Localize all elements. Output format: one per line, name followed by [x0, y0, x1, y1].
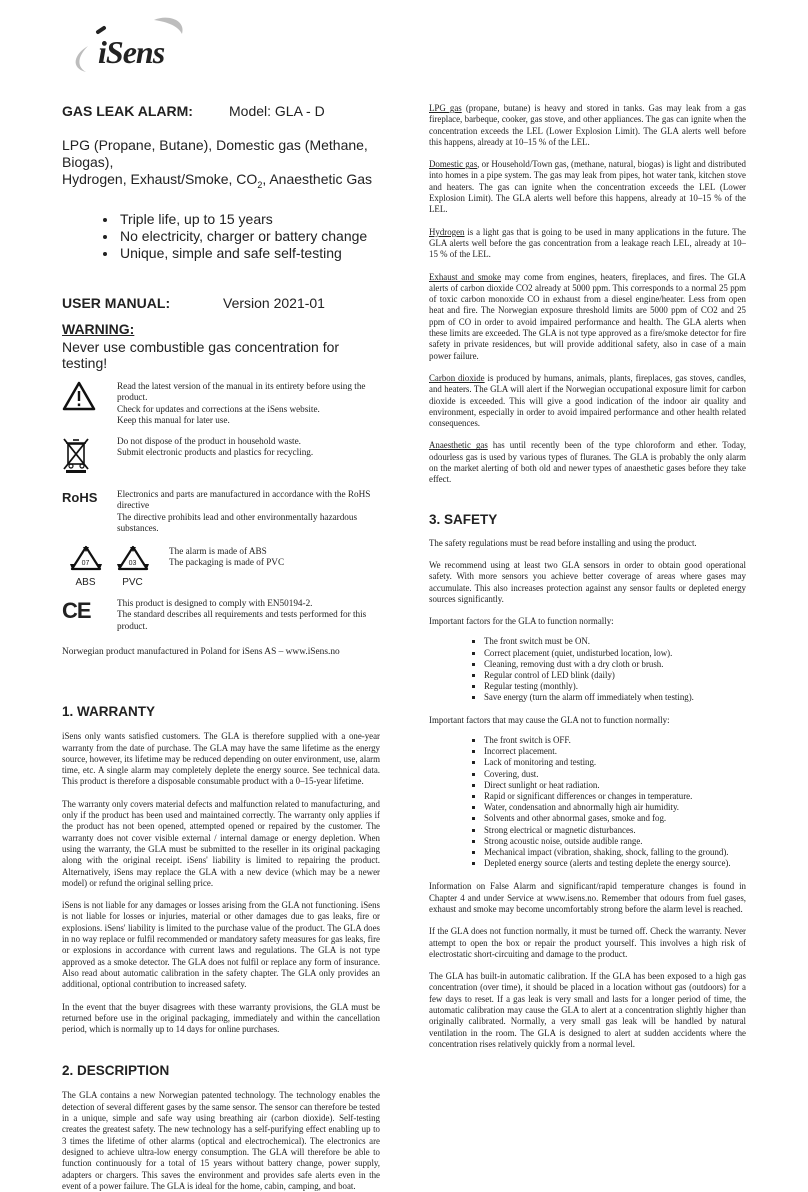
warranty-title: 1. WARRANTY [62, 704, 156, 720]
gas-types-line2: Hydrogen, Exhaust/Smoke, $CO_2$, Anaesthetic Gas [62, 171, 373, 190]
notice-disposal [62, 436, 380, 479]
hydrogen-paragraph: Hydrogen is a light gas that is going to be used in many applications in the future. The GLA alerts well before the gas concentration from a leakage reach LEL, already at 10–15 % of the LEL. [429, 226, 746, 260]
recycle-pvc-icon [109, 544, 156, 588]
notice-disposal-text: Do not dispose of the product in household waste. Submit electronic products and plastics for recycling. [117, 435, 314, 458]
manual-header [62, 295, 380, 311]
list-item: ▪ Correct placement (quiet, undisturbed location, low). [484, 648, 746, 659]
notice-materials-text: The alarm is made of ABS The packaging is made of PVC [169, 545, 285, 568]
domestic-paragraph: Domestic gas, or Household/Town gas, (methane, natural, biogas) is light and distributed into homes in a pipe system. The gas may leak from pipes, hot water tank, kitchen stove and heaters. The gas can ignite when the concentration exceeds the LEL (Lower Explosion Limit). The GLA alerts well before this happens, already at 10–15 % of the LEL. [429, 159, 746, 215]
normal-factors-list [429, 636, 746, 703]
abnormal-factors-intro: Important factors that may cause the GLA not to function normally: [429, 714, 670, 725]
lpg-term: LPG gas [429, 103, 462, 113]
recycle-label-pvc: PVC [122, 576, 143, 588]
safety-paragraph: If the GLA does not function normally, it must be turned off. Check the warranty. Never attempt to open the box or repair the product yourself. This involves a high risk of electrostatic short-circuiting and damage to the product. [429, 926, 746, 959]
warranty-paragraph: iSens is not liable for any damages or losses arising from the GLA not functioning. iSens is not liable for losses or injuries, material or other damages due to gas leaks, fire or explosions. iSens' liability is limited to the purchase value of the product. The GLA does in no way replace or fulfil recommended or mandatory safety measures for gas leaks, fire or explosions in accordance with current laws and regulations. The GLA is not type approved as a smoke detector. The GLA does not fulfil or replace any form of insurance. Also read about automatic calibration in the safety chapter. The GLA only provides an additional, optional contribution to increased safety. [62, 900, 380, 990]
list-item: ▪ Regular control of LED blink (daily) [484, 670, 746, 681]
list-item: ▪ Save energy (turn the alarm off immediately when testing). [484, 692, 746, 703]
notice-read-manual [62, 381, 380, 427]
product-header [62, 103, 380, 119]
warning-triangle-icon [62, 381, 117, 416]
warranty-paragraph: The warranty only covers material defects and malfunction related to manufacturing, and only if the product has been used and maintained correctly. The warranty only applies if the product has not been opened, attempted opened or repaired by the customer. The warranty does not cover visible external / internal damage or energy depletion. When using the warranty, the GLA must be submitted to the reseller in its original packaging along with the original receipt. iSens' liability is limited to repairing the product. Alternatively, iSens may replace the GLA with a new device (which may be a newer model) or refund the original selling price. [62, 798, 380, 888]
isens-logo [64, 14, 194, 76]
list-item: ▪ Lack of monitoring and testing. [484, 757, 746, 768]
gas-types [62, 137, 380, 194]
safety-paragraph: The safety regulations must be read before installing and using the product. [429, 537, 697, 548]
feature-item: • Triple life, up to 15 years [118, 211, 380, 228]
feature-item: • No electricity, charger or battery change [118, 228, 380, 245]
co2-term: Carbon dioxide [429, 372, 485, 383]
safety-paragraph: The GLA has built-in automatic calibration. If the GLA has been exposed to a high gas concentration (over time), it should be placed in a location without gas (outdoors) for a few days to reset. If a gas leak is very small and lasts for a longer period of time, the automatic calibration may cause the GLA to alert at a concentration slightly higher than originally calibrated. Normally, a very small gas leak will be handled by natural ventilation in the room. The GLA is designed to alert at sudden accidents where the concentration rises relatively quickly from a normal level. [429, 971, 746, 1049]
feature-item: • Unique, simple and safe self-testing [118, 245, 380, 262]
list-item: ▪ Strong acoustic noise, outside audible range. [484, 836, 746, 847]
domestic-term: Domestic gas [429, 159, 478, 170]
warranty-paragraph: In the event that the buyer disagrees with these warranty provisions, the GLA must be returned before use in the original packaging, immediately and within the cancellation period, which is normally up to 14 days for online purchases. [62, 1001, 380, 1035]
list-item: ▪ Cleaning, removing dust with a dry cloth or brush. [484, 659, 746, 670]
notice-ce [62, 598, 380, 633]
exhaust-term: Exhaust and smoke [429, 271, 502, 282]
safety-paragraph: We recommend using at least two GLA sensors in order to obtain good operational safety. With more sensors you achieve better coverage of areas where gases may accumulate. This also increases protection against any sensor faults or depleted energy sources significantly. [429, 559, 746, 604]
list-item: ▪ Regular testing (monthly). [484, 681, 746, 692]
notice-read-manual-text: Read the latest version of the manual in its entirety before using the product. Check for updates and corrections at the iSens website. Keep this manual for later use. [117, 380, 366, 426]
recycle-abs-icon [62, 544, 109, 588]
recycle-code-pvc: 03 [128, 559, 137, 567]
warning-subtitle: Never use combustible gas concentration for testing! [62, 338, 340, 371]
ce-mark-icon: CE [62, 597, 91, 623]
lpg-paragraph: LPG gas (propane, butane) is heavy and stored in tanks. Gas may leak from a gas fireplace, barbeque, cooker, gas stove, and other appliances. The gas can ignite when the concentration exceeds the LEL (Lower Explosion Limit). The GLA alerts well before this happens, already at 10–15 % of the LEL. [429, 103, 746, 147]
anaesthetic-term: Anaesthetic gas [429, 440, 488, 451]
list-item: ▪ Direct sunlight or heat radiation. [484, 780, 746, 791]
list-item: ▪ Covering, dust. [484, 769, 746, 780]
recycle-code-abs: 07 [81, 559, 90, 567]
list-item: ▪ Mechanical impact (vibration, shaking, shock, falling to the ground). [484, 847, 746, 858]
list-item: ▪ Strong electrical or magnetic disturbances. [484, 825, 746, 836]
warning-title: WARNING: [62, 320, 135, 337]
notice-ce-text: This product is designed to comply with EN50194-2. The standard describes all requirements and tests performed for this product. [117, 597, 367, 631]
co2-paragraph: Carbon dioxide is produced by humans, animals, plants, fireplaces, gas stoves, candles, and heaters. The GLA will alert if the Norwegian occupational exposure limit for carbon dioxide is exceeded. This will give a good indication of the indoor air quality and environment, especially in order to avoid impaired performance and other health related consequences. [429, 372, 746, 429]
product-label: GAS LEAK ALARM: [62, 103, 193, 119]
list-item: ▪ Incorrect placement. [484, 746, 746, 757]
feature-list [62, 211, 380, 262]
list-item: ▪ Depleted energy source (alerts and testing deplete the energy source). [484, 858, 746, 869]
list-item: ▪ Rapid or significant differences or changes in temperature. [484, 791, 746, 802]
gas-types-line1: LPG (Propane, Butane), Domestic gas (Methane, Biogas), [62, 137, 368, 170]
manual-version: Version 2021-01 [223, 294, 325, 311]
warranty-paragraph: iSens only wants satisfied customers. The GLA is therefore supplied with a one-year warranty from the date of purchase. The GLA may have the same lifetime as the energy source, however, its lifetime may be reduced depending on outer environment, use, alarm time, etc. A single alarm may completely deplete the energy source. See technical data. This product is therefore a disposable consumable product with a 0–15-year lifetime. [62, 731, 380, 787]
abnormal-factors-list [429, 735, 746, 869]
list-item: ▪ Water, condensation and abnormally high air humidity. [484, 802, 746, 813]
notice-materials [62, 544, 380, 588]
model-label: Model: GLA - D [229, 103, 325, 119]
notice-rohs [62, 489, 380, 535]
description-paragraph: The GLA contains a new Norwegian patented technology. The technology enables the detection of several different gases by the same sensor. The sensor can therefore be tested in a unique, simple and safe way using breathing air (carbon dioxide). Self-testing creates the greatest safety. The new technology has a self-purifying effect enabling up to 3 times the lifetime of other alarms (optical and electrochemical). The electronics are designed to achieve ultra-low energy consumption. The GLA will therefore be able to function continuously for a total of 15 years without battery change, power supply, adapters or chargers. This saves the environment and provides safe alerts even in the event of a power failure. The GLA is ideal for the home, cabin, camping, and boat. [62, 1090, 380, 1191]
notice-rohs-text: Electronics and parts are manufactured in accordance with the RoHS directive The directive prohibits lead and other environmentally hazardous substances. [117, 488, 371, 534]
normal-factors-intro: Important factors for the GLA to function normally: [429, 616, 614, 627]
logo-text: iSens [98, 34, 165, 70]
rohs-icon: RoHS [62, 489, 98, 505]
manual-label: USER MANUAL: [62, 294, 171, 311]
hydrogen-term: Hydrogen [429, 226, 465, 237]
anaesthetic-paragraph: Anaesthetic gas has until recently been of the type chloroform and ether. Today, odourless gas is used by various types of fluranes. The GLA is probably the only alarm on the market alerting of both old and newer types of anaesthetic gases before they take effect. [429, 440, 746, 485]
exhaust-paragraph: Exhaust and smoke may come from engines, heaters, fireplaces, and fires. The GLA alerts of carbon dioxide CO2 already at 5000 ppm. This corresponds to a normal 25 ppm of toxic carbon monoxide CO in exhaust from a diesel engine/heater. Less from open heat and fire. The Norwegian exposure threshold limits are 5000 ppm of CO2 and 25 ppm of CO in order to avoid impaired performance and health. The GLA alerts when these limits are exceeded. The GLA is not type approved as a fire/smoke detector for fire safety in private residences, but will provide additional safety, also in case of a main power failure. [429, 271, 746, 361]
safety-title: 3. SAFETY [429, 511, 498, 527]
list-item: ▪ The front switch must be ON. [484, 636, 746, 647]
description-title: 2. DESCRIPTION [62, 1063, 170, 1079]
origin-line: Norwegian product manufactured in Poland for iSens AS – www.iSens.no [62, 647, 340, 658]
safety-paragraph: Information on False Alarm and significant/rapid temperature changes is found in Chapter 4 and under Service at www.isens.no. Remember that odours from fuel gases, exhaust and smoke may become uncomfortably strong before the alarm level is reached. [429, 881, 746, 914]
crossed-bin-icon [62, 436, 117, 479]
list-item: ▪ Solvents and other abnormal gases, smoke and fog. [484, 813, 746, 824]
list-item: ▪ The front switch is OFF. [484, 735, 746, 746]
recycle-label-abs: ABS [75, 576, 96, 588]
